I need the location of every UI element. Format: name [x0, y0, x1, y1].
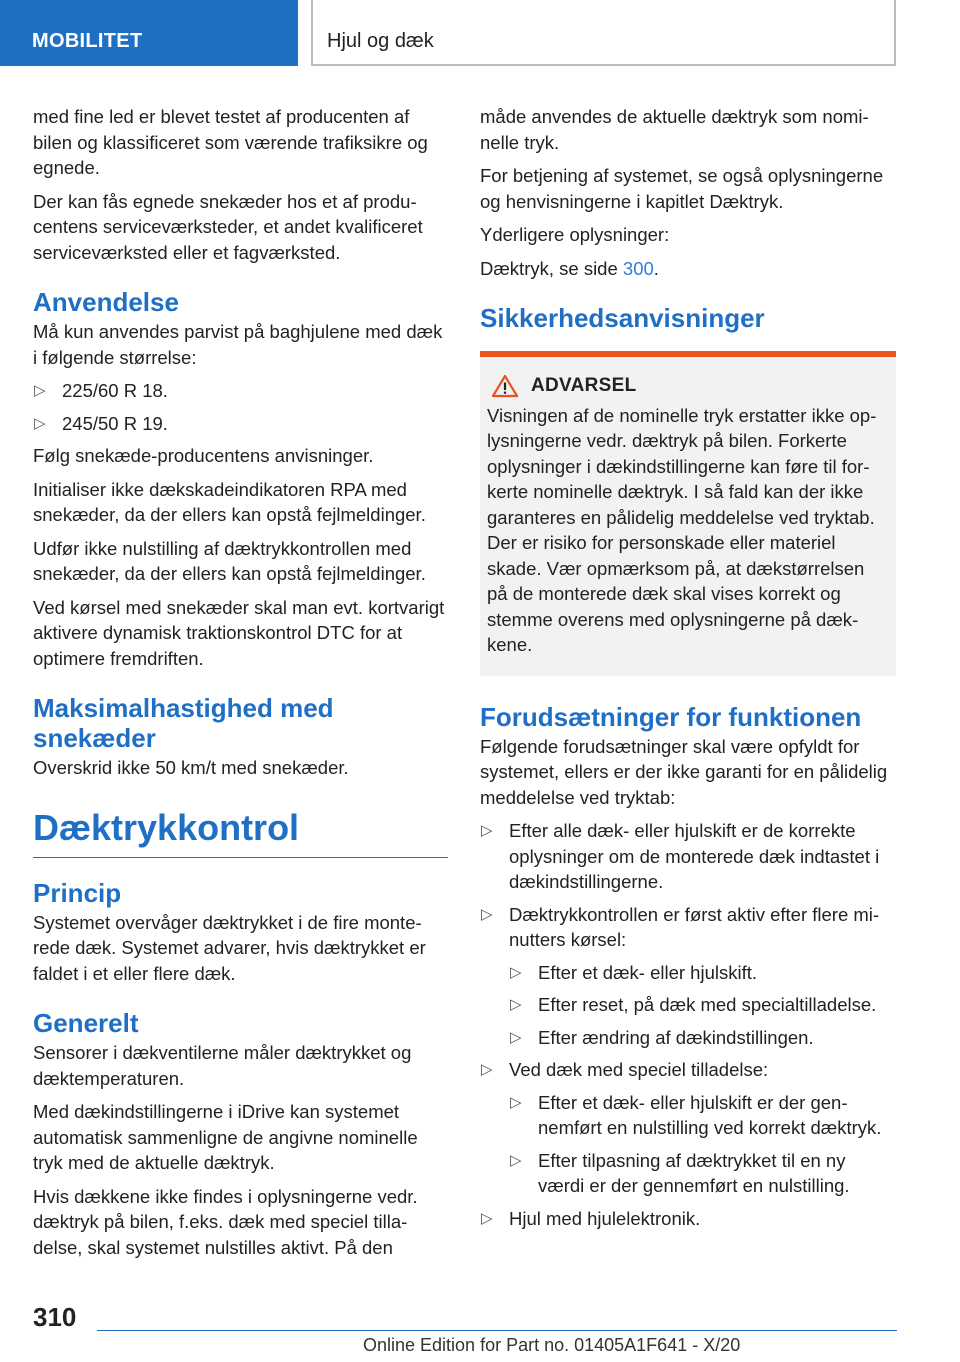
section-label: MOBILITET — [32, 30, 143, 52]
sub-list-item: ▷ Efter ændring af dækindstillingen. — [509, 1025, 896, 1051]
heading-sikkerhedsanvisninger: Sikkerhedsanvisninger — [480, 303, 765, 333]
paragraph: Må kun anvendes parvist på baghjulene med dæk i følgende størrelse: — [33, 321, 443, 368]
sub-list-item: ▷ Efter reset, på dæk med specialtilladelse. — [509, 992, 896, 1018]
sub-list — [509, 960, 896, 1051]
sub-list — [509, 1090, 896, 1199]
list-item: ▷ Hjul med hjulelektronik. — [480, 1206, 896, 1232]
paragraph: Yderligere oplysninger: — [480, 224, 670, 245]
warning-text: Visningen af de nominelle tryk erstatter ikke oplysningerne vedr. dæktryk på bilen. Forkerte oplysninger i dækindstillingerne kan føre til forkerte nominelle dæktryk. I så fald kan der ikke garanteres en pålidelig meddelelse ved tryktab. Der er risiko for personskade eller materiel skade. Vær opmærksom på, at dækstørrelsen på de monterede dæk skal vises korrekt og stemme overens med oplysningerne på dækkene. — [487, 404, 877, 655]
list-item: ▷ Ved dæk med speciel tilladelse: ▷ Efter et dæk- eller hjulskift er der gennemført en nulstilling ved korrekt dæktryk. ▷ Efter tilpasning af dæktrykket til en ny værdi er der gennemført en nulstilling. — [480, 1057, 896, 1199]
paragraph: måde anvendes de aktuelle dæktryk som nominelle tryk. — [480, 106, 869, 153]
triangle-bullet-icon: ▷ — [34, 382, 46, 399]
sub-list-item: ▷ Efter tilpasning af dæktrykket til en ny værdi er der gennemført en nulstilling. — [510, 1149, 850, 1196]
paragraph: med fine led er blevet testet af producenten af bilen og klassificeret som værende trafiksikre og egnede. — [33, 106, 428, 178]
list-item: ▷ 225/60 R 18. — [33, 378, 448, 404]
heading-maksimalhastighed: Maksimalhastighed med snekæder — [33, 693, 334, 753]
triangle-bullet-icon: ▷ — [510, 963, 522, 981]
list-item: ▷ Dæktrykkontrollen er først aktiv efter flere minutters kørsel: ▷ Efter et dæk- eller hjulskift. ▷ Efter reset, på dæk med specialtilladelse. ▷ Efter ændring af dækindstillingen. — [480, 902, 896, 1051]
triangle-bullet-icon: ▷ — [34, 414, 46, 432]
paragraph: Hvis dækkene ikke findes i oplysningerne vedr. dæktryk på bilen, f.eks. dæk med speciel tilladelse, skal systemet nulstilles aktivt. På den — [33, 1185, 418, 1258]
page-number: 310 — [33, 1302, 77, 1332]
paragraph: Der kan fås egnede snekæder hos et af producentens serviceværksteder, et andet kvalificeret serviceværksted eller et fagværksted. — [33, 190, 423, 263]
triangle-bullet-icon: ▷ — [510, 1151, 522, 1169]
left-column — [33, 104, 448, 1268]
list-item: ▷ 245/50 R 19. — [33, 411, 448, 437]
heading-princip: Princip — [33, 877, 122, 908]
paragraph: Følgende forudsætninger skal være opfyldt for systemet, ellers er der ikke garanti for en pålidelig meddelelse ved tryktab: — [480, 735, 888, 808]
paragraph: Udfør ikke nulstilling af dæktrykkontrollen med snekæder, da der ellers kan opstå fejlmeldinger. — [33, 537, 426, 584]
triangle-bullet-icon: ▷ — [481, 822, 493, 839]
warning-box — [480, 351, 896, 676]
warning-triangle-icon — [491, 374, 519, 398]
sub-list-item: ▷ Efter et dæk- eller hjulskift. — [509, 960, 896, 986]
paragraph: Initialiser ikke dækskadeindikatoren RPA med snekæder, da der ellers kan opstå fejlmeldinger. — [33, 478, 426, 525]
section-tab — [0, 0, 298, 66]
page-header — [0, 0, 960, 66]
prerequisite-list — [480, 818, 896, 1231]
chapter-heading: Dæktrykkontrol — [33, 807, 448, 858]
right-column — [480, 104, 896, 1238]
chapter-title: Hjul og dæk — [327, 30, 434, 52]
paragraph: Ved kørsel med snekæder skal man evt. kortvarigt aktivere dynamisk traktionskontrol DTC for at optimere fremdriften. — [33, 596, 445, 669]
paragraph: For betjening af systemet, se også oplysningerne og henvisningerne i kapitlet Dæktryk. — [480, 165, 884, 212]
paragraph: Med dækindstillingerne i iDrive kan systemet automatisk sammenligne de angivne nominelle tryk med de aktuelle dæktryk. — [33, 1101, 418, 1173]
paragraph: Følg snekæde-producentens anvisninger. — [33, 445, 374, 466]
heading-forudsaetninger: Forudsætninger for funktionen — [480, 701, 862, 732]
paragraph-page-reference: Dæktryk, se side 300. — [480, 257, 659, 279]
footer-edition: Online Edition for Part no. 01405A1F641 - X/20 — [363, 1335, 741, 1355]
triangle-bullet-icon: ▷ — [481, 905, 493, 923]
triangle-bullet-icon: ▷ — [510, 996, 522, 1013]
triangle-bullet-icon: ▷ — [481, 1209, 493, 1227]
chapter-title-box — [311, 0, 896, 66]
list-item: ▷ Efter alle dæk- eller hjulskift er de korrekte oplysninger om de monterede dæk indtastet i dækindstillingerne. — [481, 820, 880, 892]
heading-generelt: Generelt — [33, 1008, 139, 1038]
sub-list-item: ▷ Efter et dæk- eller hjulskift er der gennemført en nulstilling ved korrekt dæktryk. — [510, 1091, 882, 1138]
triangle-bullet-icon: ▷ — [481, 1061, 493, 1078]
footer-divider — [97, 1330, 897, 1331]
warning-header — [491, 373, 888, 399]
paragraph: Sensorer i dækventilerne måler dæktrykket og dæktemperaturen. — [33, 1042, 412, 1089]
paragraph: Systemet overvåger dæktrykket i de fire monterede dæk. Systemet advarer, hvis dæktrykket er faldet i et eller flere dæk. — [33, 911, 426, 984]
warning-label: ADVARSEL — [531, 375, 637, 396]
tire-size-list — [33, 378, 448, 436]
page-reference-link[interactable]: 300 — [622, 257, 654, 279]
triangle-bullet-icon: ▷ — [510, 1093, 522, 1111]
triangle-bullet-icon: ▷ — [510, 1028, 522, 1046]
paragraph: Overskrid ikke 50 km/t med snekæder. — [33, 757, 349, 778]
heading-anvendelse: Anvendelse — [33, 287, 179, 317]
